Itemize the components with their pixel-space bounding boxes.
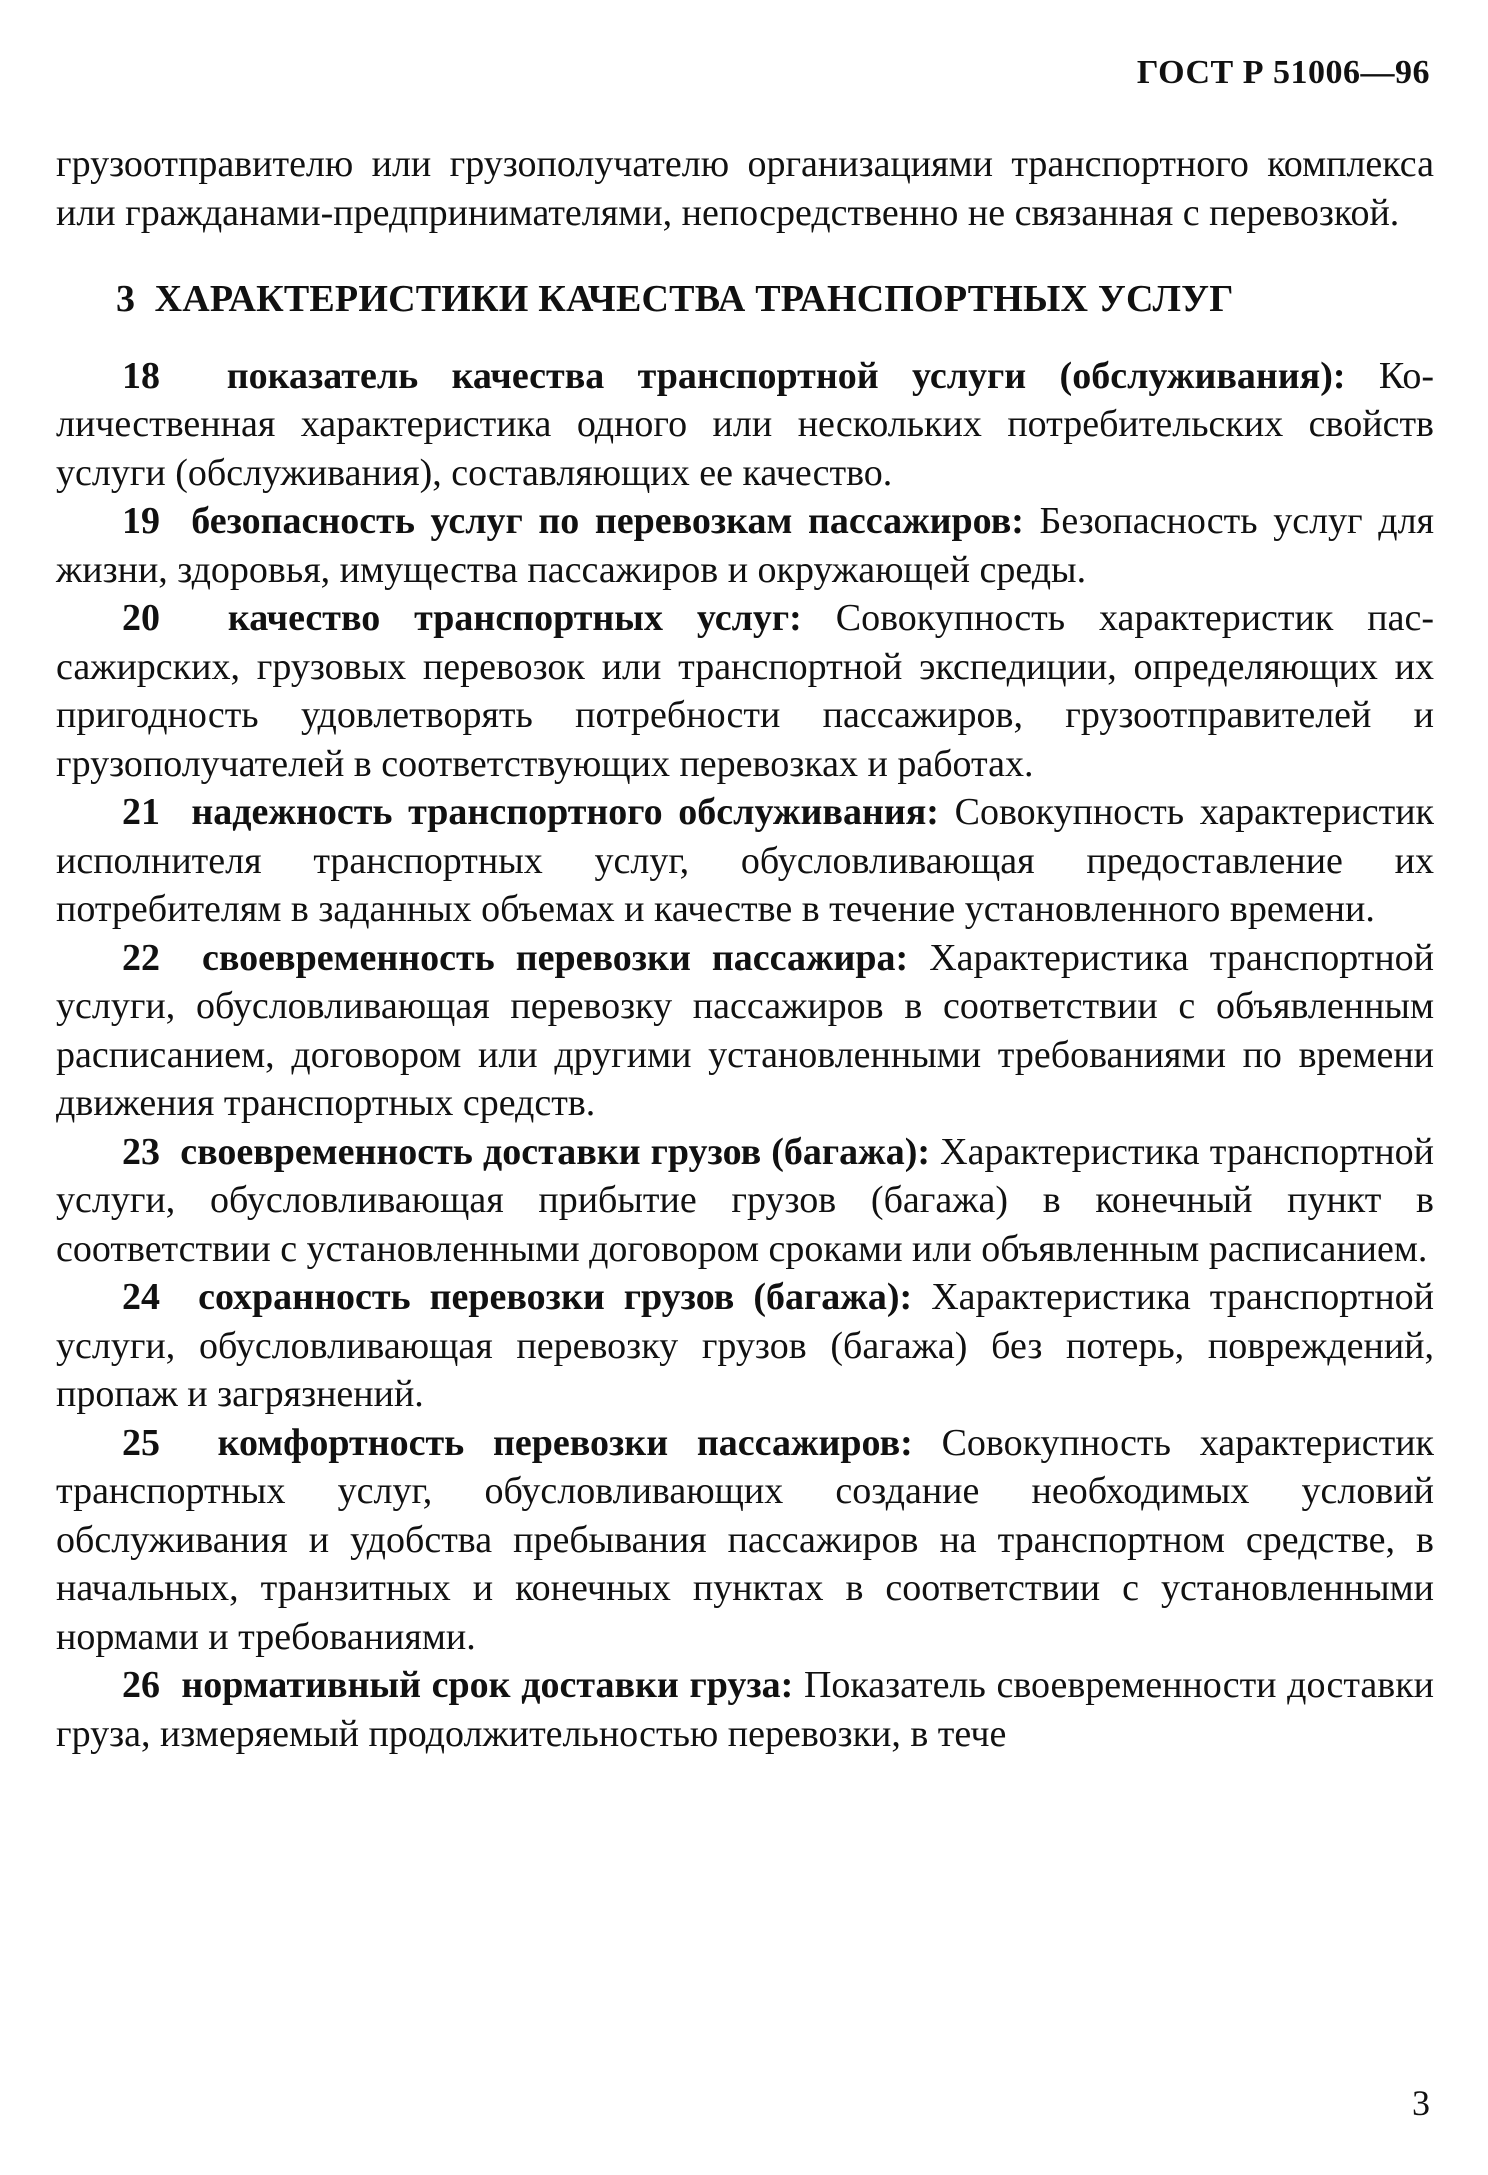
term-name: безопасность услуг по перевозкам пассажиров: bbox=[191, 500, 1024, 542]
term-name: нормативный срок доставки груза: bbox=[181, 1664, 794, 1706]
term-name: комфортность перевозки пассажиров: bbox=[217, 1421, 913, 1464]
term-definition: Показатель своевременности доставки груза, измеряемый продолжительностью перевозки, в тече bbox=[56, 1664, 1435, 1755]
term-definition: Характеристика транспортной услуги, обусловливающая перевозку грузов (багажа) без потерь, повреждений, пропаж и загрязнений. bbox=[56, 1276, 1435, 1415]
term-entry-25 bbox=[56, 1419, 1434, 1662]
term-entry-19 bbox=[56, 497, 1434, 594]
term-name: показатель качества транспортной услуги (обслуживания): bbox=[226, 354, 1346, 397]
standard-code-header: ГОСТ Р 51006—96 bbox=[1136, 54, 1430, 91]
term-number: 18 bbox=[122, 354, 160, 397]
term-definition: Совокупность характеристик транспортных услуг, обусловливающих создание необходимых условий обслуживания и удобства пребывания пассажиров на транспортном средстве, в начальных, транзитных и конечных пунктах в соответствии с установленными нормами и требованиями. bbox=[56, 1421, 1434, 1658]
section-heading bbox=[56, 275, 1434, 324]
term-definition: Совокупность характеристик пассажирских, грузовых перевозок или транспортной экспедиции, определяющих их пригодность удовлетворять потребности пассажиров, грузоотправителей и грузополучателей в соответствующих перевозках и работах. bbox=[56, 597, 1434, 785]
term-number: 19 bbox=[122, 500, 160, 542]
term-definition: Количественная характеристика одного или нескольких потребительских свойств услуги (обслуживания), составляющих ее качество. bbox=[56, 354, 1435, 494]
term-definition: Характеристика транспортной услуги, обусловливающая перевозку пассажиров в соответствии с объявленным расписанием, договором или другими установленными требованиями по времени движения транспортных средств. bbox=[56, 936, 1434, 1124]
term-number: 20 bbox=[122, 597, 160, 639]
document-body bbox=[56, 140, 1434, 1758]
term-number: 23 bbox=[122, 1130, 160, 1173]
term-definition: Совокупность характеристик исполнителя транспортных услуг, обусловливающая предоставление их потребителям в заданных объемах и качестве в течение установленного времени. bbox=[56, 791, 1435, 930]
section-number: 3 bbox=[116, 278, 136, 320]
term-entry-26 bbox=[56, 1661, 1434, 1758]
intro-paragraph: грузоотправителю или грузополучателю организациями транспортного комплекса или гражданами-предпринимателями, непосредственно не связанная с перевозкой. bbox=[56, 143, 1434, 234]
term-name: сохранность перевозки грузов (багажа): bbox=[198, 1276, 913, 1318]
term-entry-22 bbox=[56, 934, 1434, 1128]
term-definition: Безопасность услуг для жизни, здоровья, имущества пассажиров и окружающей среды. bbox=[56, 500, 1435, 591]
term-entry-24 bbox=[56, 1273, 1434, 1419]
term-entry-18 bbox=[56, 352, 1434, 498]
term-definition: Характеристика транспортной услуги, обусловливающая прибытие грузов (багажа) в конечный пункт в соответствии с установленными договором сроками или объявленным расписанием. bbox=[56, 1130, 1435, 1270]
term-number: 25 bbox=[122, 1421, 160, 1464]
term-name: своевременность перевозки пассажира: bbox=[202, 936, 909, 979]
term-name: надежность транспортного обслуживания: bbox=[191, 791, 939, 833]
term-entry-21 bbox=[56, 788, 1434, 934]
section-title: ХАРАКТЕРИСТИКИ КАЧЕСТВА ТРАНСПОРТНЫХ УСЛУГ bbox=[154, 278, 1234, 320]
term-number: 24 bbox=[122, 1276, 160, 1318]
term-name: качество транспортных услуг: bbox=[227, 597, 802, 639]
term-entry-23 bbox=[56, 1128, 1434, 1274]
term-entry-20 bbox=[56, 594, 1434, 788]
page-number: 3 bbox=[1412, 2083, 1430, 2123]
term-number: 26 bbox=[122, 1664, 160, 1706]
term-number: 22 bbox=[122, 936, 160, 979]
term-name: своевременность доставки грузов (багажа): bbox=[180, 1130, 931, 1173]
term-number: 21 bbox=[122, 791, 160, 833]
